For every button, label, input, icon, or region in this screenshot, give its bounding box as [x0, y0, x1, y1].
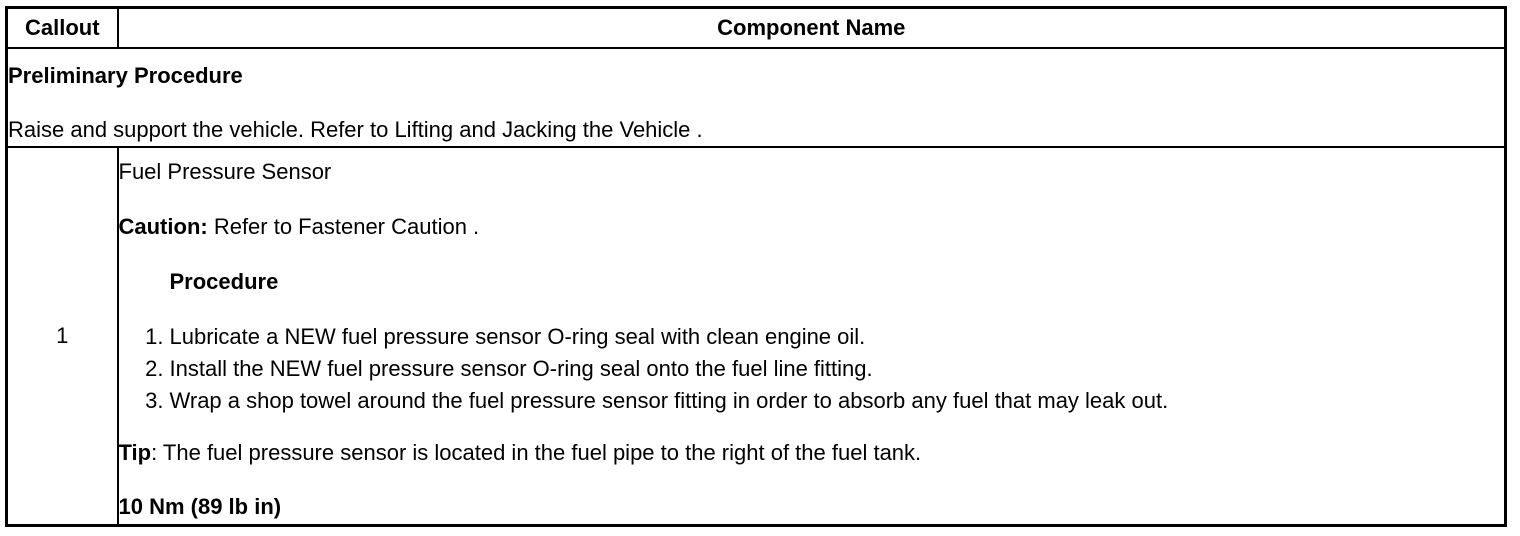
component-name: Fuel Pressure Sensor	[118, 159, 332, 184]
step-number: 1.	[145, 324, 164, 349]
preliminary-text: Raise and support the vehicle. Refer to Lifting and Jacking the Vehicle .	[8, 116, 703, 142]
component-name-header: Component Name	[118, 8, 1506, 49]
procedure-table	[5, 6, 1507, 527]
step-text: Lubricate a NEW fuel pressure sensor O-ring seal with clean engine oil.	[169, 324, 866, 349]
component-detail-cell	[118, 147, 1506, 526]
caution-label: Caution:	[118, 214, 208, 239]
procedure-title: Procedure	[169, 269, 279, 294]
tip-note	[119, 439, 1505, 467]
step-text: Install the NEW fuel pressure sensor O-ring seal onto the fuel line fitting.	[169, 356, 873, 381]
preliminary-title: Preliminary Procedure	[8, 62, 243, 88]
table-row	[7, 147, 1506, 526]
procedure-steps	[119, 321, 1505, 417]
step-number: 2.	[145, 356, 164, 381]
callout-number: 1	[7, 147, 118, 526]
caution-text: Refer to Fastener Caution .	[207, 214, 480, 239]
tip-label: Tip	[118, 440, 152, 465]
preliminary-cell	[7, 48, 1506, 147]
preliminary-row	[7, 48, 1506, 147]
tip-text: : The fuel pressure sensor is located in the fuel pipe to the right of the fuel tank.	[151, 440, 922, 465]
torque-spec: 10 Nm (89 lb in)	[118, 494, 282, 519]
step-text: Wrap a shop towel around the fuel pressure sensor fitting in order to absorb any fuel that may leak out.	[169, 388, 1169, 413]
caution-note	[119, 213, 1505, 241]
list-item	[119, 353, 1505, 385]
list-item	[119, 321, 1505, 353]
list-item	[119, 385, 1505, 417]
header-row	[7, 8, 1506, 49]
step-number: 3.	[145, 388, 164, 413]
callout-header: Callout	[7, 8, 118, 49]
